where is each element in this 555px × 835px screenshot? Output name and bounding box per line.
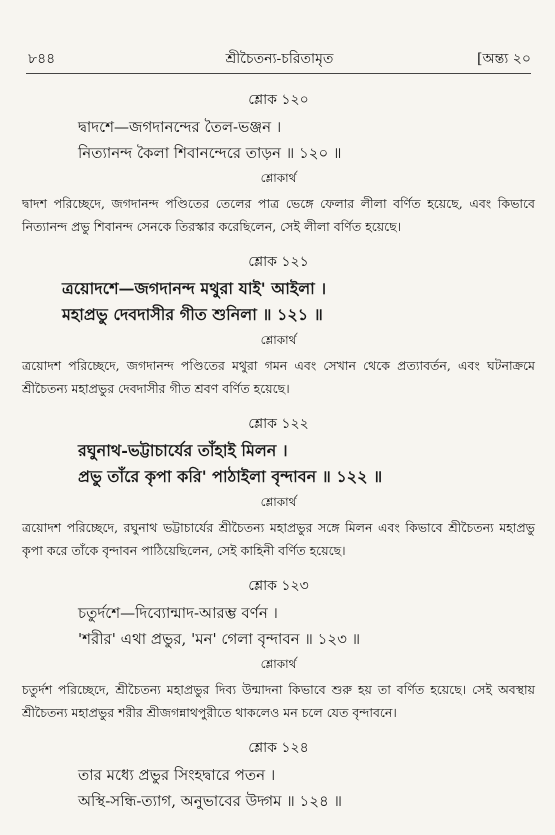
verse-line: তার মধ্যে প্রভুর সিংহদ্বারে পতন ।	[78, 766, 276, 784]
translation-text: ত্রয়োদশ পরিচ্ছেদে, জগদানন্দ পণ্ডিতের মথুরা গমন এবং সেখান থেকে প্রত্যাবর্তন, এবং ঘটনাক্রমে শ্রীচৈতন্য মহাপ্রভুর দেবদাসীর গীত শ্রবণ বর্ণিত হয়েছে।	[22, 358, 535, 396]
translation-label: শ্লোকার্থ	[260, 657, 297, 671]
sloka-number: শ্লোক ১২৪	[248, 740, 309, 756]
sloka-number: শ্লোক ১২২	[248, 416, 309, 432]
verse-line: অস্থি-সন্ধি-ত্যাগ, অনুভাবের উদ্গম ॥ ১২৪ ॥	[78, 792, 342, 810]
verse-line: রঘুনাথ-ভট্টাচার্যের তাঁহাই মিলন ।	[78, 441, 288, 460]
sloka-number: শ্লোক ১২৩	[248, 578, 309, 594]
page-header	[28, 48, 531, 70]
verse-line: নিত্যানন্দ কৈলা শিবানন্দেরে তাড়ন ॥ ১২০ ॥	[78, 144, 342, 162]
sloka-number: শ্লোক ১২০	[248, 92, 309, 108]
book-title: শ্রীচৈতন্য-চরিতামৃত	[225, 51, 334, 67]
page-number: ৮৪৪	[28, 51, 56, 67]
verse-line: 'শরীর' এথা প্রভুর, 'মন' গেলা বৃন্দাবন ॥ ১২৩ ॥	[78, 630, 361, 648]
chapter-marker: [অন্ত্য ২০	[477, 51, 531, 67]
verse-line: প্রভু তাঁরে কৃপা করি' পাঠাইলা বৃন্দাবন ॥ ১২২ ॥	[78, 467, 383, 486]
verse-line: দ্বাদশে—জগদানন্দের তৈল-ভঞ্জন ।	[78, 118, 282, 136]
header-rule	[26, 73, 531, 74]
translation-label: শ্লোকার্থ	[260, 333, 297, 347]
sloka-block-123	[22, 574, 535, 724]
sloka-number: শ্লোক ১২১	[248, 254, 309, 270]
sloka-block-121	[22, 250, 535, 400]
sloka-block-124	[22, 736, 535, 814]
translation-text: চতুর্দশ পরিচ্ছেদে, শ্রীচৈতন্য মহাপ্রভুর দিব্য উন্মাদনা কিভাবে শুরু হয় তা বর্ণিত হয়েছে। সেই অবস্থায় শ্রীচৈতন্য মহাপ্রভুর শরীর শ্রীজগন্নাথপুরীতে থাকলেও মন চলে যেত বৃন্দাবনে।	[22, 682, 535, 720]
verse-line: চতুর্দশে—দিব্যোন্মাদ-আরম্ভ বর্ণন ।	[78, 604, 278, 622]
page-content	[22, 84, 535, 814]
sloka-block-120	[22, 88, 535, 238]
sloka-block-122	[22, 412, 535, 562]
verse-line: ত্রয়োদশে—জগদানন্দ মথুরা যাই' আইলা ।	[62, 279, 327, 298]
translation-label: শ্লোকার্থ	[260, 171, 297, 185]
translation-text: ত্রয়োদশ পরিচ্ছেদে, রঘুনাথ ভট্টাচার্যের শ্রীচৈতন্য মহাপ্রভুর সঙ্গে মিলন এবং কিভাবে শ্রীচৈতন্য মহাপ্রভু কৃপা করে তাঁকে বৃন্দাবন পাঠিয়েছিলেন, সেই কাহিনী বর্ণিত হয়েছে।	[22, 520, 535, 558]
verse-line: মহাপ্রভু দেবদাসীর গীত শুনিলা ॥ ১২১ ॥	[62, 305, 323, 324]
translation-label: শ্লোকার্থ	[260, 495, 297, 509]
translation-text: দ্বাদশ পরিচ্ছেদে, জগদানন্দ পণ্ডিতের তেলের পাত্র ভেঙ্গে ফেলার লীলা বর্ণিত হয়েছে, এবং কিভাবে নিত্যানন্দ প্রভু শিবানন্দ সেনকে তিরস্কার করেছিলেন, সেই লীলা বর্ণিত হয়েছে।	[22, 196, 535, 234]
